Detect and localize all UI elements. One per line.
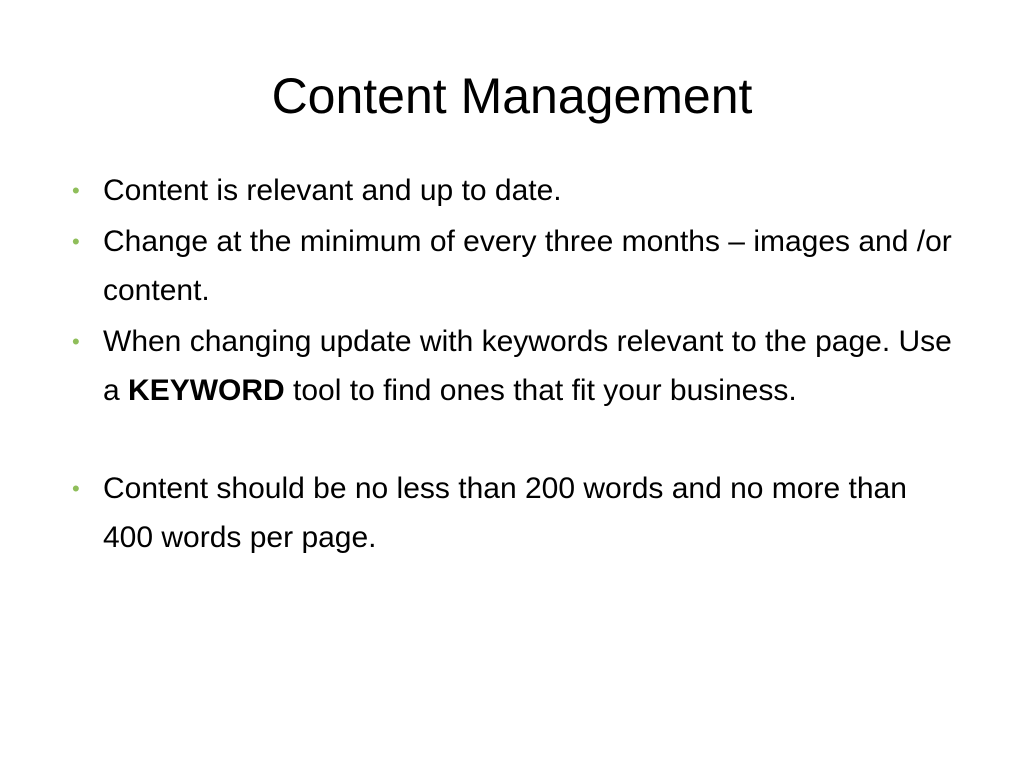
bullet-text: Content should be no less than 200 words and no more than 400 words per page.	[103, 472, 907, 554]
bullet-item-change-frequency	[72, 217, 952, 315]
bullet-item-word-count	[72, 464, 952, 562]
bullet-item-content-relevant	[72, 166, 952, 215]
bullet-list	[72, 166, 952, 564]
bullet-dot-icon: •	[72, 476, 80, 501]
bullet-text: Change at the minimum of every three months – images and /or content.	[103, 225, 952, 307]
bullet-text-keyword-bold: KEYWORD	[128, 374, 285, 407]
bullet-text: Content is relevant and up to date.	[103, 174, 562, 207]
slide-title: Content Management	[271, 68, 753, 124]
bullet-dot-icon: •	[72, 178, 80, 203]
bullet-item-keywords	[72, 317, 952, 415]
bullet-dot-icon: •	[72, 329, 80, 354]
bullet-text-after: tool to find ones that fit your business.	[284, 374, 797, 407]
bullet-text-before: When changing update with keywords relevant to the page. Use a	[103, 325, 952, 407]
bullet-dot-icon: •	[72, 229, 80, 254]
